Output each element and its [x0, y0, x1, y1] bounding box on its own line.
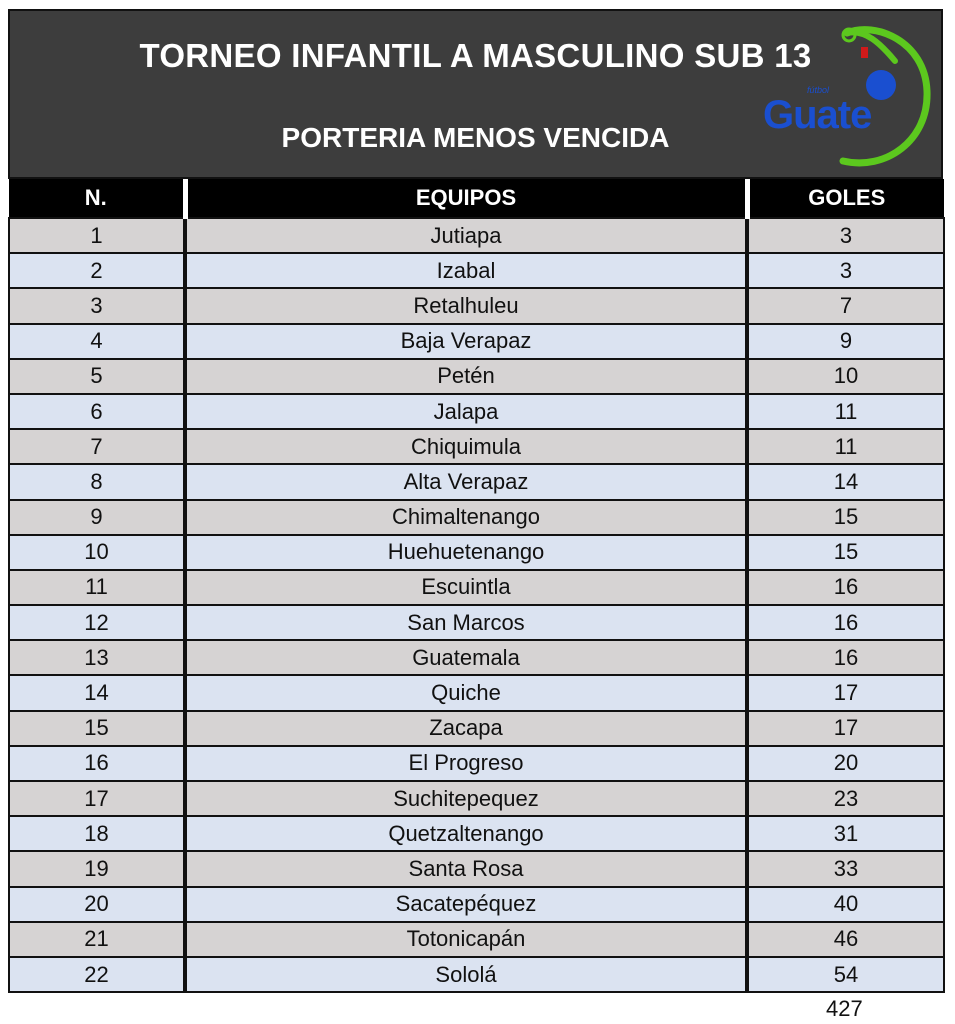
row-goals: 54	[747, 957, 944, 992]
row-goals: 46	[747, 922, 944, 957]
table-row	[9, 394, 944, 429]
row-number: 22	[9, 957, 185, 992]
table-row	[9, 253, 944, 288]
row-team: Sacatepéquez	[185, 887, 747, 922]
table-row	[9, 429, 944, 464]
row-goals: 3	[747, 218, 944, 253]
row-team: Izabal	[185, 253, 747, 288]
row-number: 10	[9, 535, 185, 570]
row-number: 2	[9, 253, 185, 288]
column-header-number: N.	[9, 179, 185, 218]
table-row	[9, 605, 944, 640]
row-goals: 16	[747, 640, 944, 675]
row-goals: 16	[747, 605, 944, 640]
row-goals: 40	[747, 887, 944, 922]
row-number: 13	[9, 640, 185, 675]
row-number: 18	[9, 816, 185, 851]
page-subtitle: PORTERIA MENOS VENCIDA	[281, 122, 670, 153]
row-number: 1	[9, 218, 185, 253]
row-number: 8	[9, 464, 185, 499]
table-row	[9, 218, 944, 253]
futbol-guate-logo	[755, 21, 945, 171]
row-team: Huehuetenango	[185, 535, 747, 570]
row-number: 19	[9, 851, 185, 886]
row-goals: 15	[747, 535, 944, 570]
row-team: Zacapa	[185, 711, 747, 746]
row-number: 14	[9, 675, 185, 710]
table-row	[9, 464, 944, 499]
table-row	[9, 922, 944, 957]
row-goals: 14	[747, 464, 944, 499]
logo-text: Guate	[763, 93, 872, 137]
table-row	[9, 887, 944, 922]
row-goals: 11	[747, 429, 944, 464]
table-row	[9, 288, 944, 323]
row-goals: 16	[747, 570, 944, 605]
row-team: Alta Verapaz	[185, 464, 747, 499]
row-team: Quiche	[185, 675, 747, 710]
row-team: Totonicapán	[185, 922, 747, 957]
row-goals: 17	[747, 711, 944, 746]
standings-sheet	[8, 9, 943, 993]
row-team: Guatemala	[185, 640, 747, 675]
row-team: Chiquimula	[185, 429, 747, 464]
row-number: 21	[9, 922, 185, 957]
row-number: 20	[9, 887, 185, 922]
table-header-banner	[8, 9, 943, 179]
table-row	[9, 500, 944, 535]
row-team: Santa Rosa	[185, 851, 747, 886]
row-team: Quetzaltenango	[185, 816, 747, 851]
row-goals: 3	[747, 253, 944, 288]
table-row	[9, 816, 944, 851]
table-row	[9, 535, 944, 570]
goals-total: 427	[826, 996, 863, 1021]
table-row	[9, 324, 944, 359]
row-number: 9	[9, 500, 185, 535]
row-goals: 11	[747, 394, 944, 429]
row-goals: 7	[747, 288, 944, 323]
row-team: Jutiapa	[185, 218, 747, 253]
row-team: Petén	[185, 359, 747, 394]
row-number: 17	[9, 781, 185, 816]
row-goals: 31	[747, 816, 944, 851]
row-team: Escuintla	[185, 570, 747, 605]
table-row	[9, 746, 944, 781]
row-number: 4	[9, 324, 185, 359]
row-team: San Marcos	[185, 605, 747, 640]
row-number: 3	[9, 288, 185, 323]
row-number: 6	[9, 394, 185, 429]
row-team: Sololá	[185, 957, 747, 992]
row-number: 11	[9, 570, 185, 605]
column-header-team: EQUIPOS	[185, 179, 747, 218]
row-team: El Progreso	[185, 746, 747, 781]
table-row	[9, 359, 944, 394]
page-title: TORNEO INFANTIL A MASCULINO SUB 13	[139, 37, 812, 74]
row-number: 12	[9, 605, 185, 640]
table-row	[9, 851, 944, 886]
row-goals: 10	[747, 359, 944, 394]
row-number: 16	[9, 746, 185, 781]
row-goals: 15	[747, 500, 944, 535]
logo-small-text: fútbol	[807, 85, 830, 95]
table-row	[9, 781, 944, 816]
row-goals: 20	[747, 746, 944, 781]
row-number: 7	[9, 429, 185, 464]
table-row	[9, 957, 944, 992]
table-row	[9, 675, 944, 710]
row-goals: 9	[747, 324, 944, 359]
row-number: 5	[9, 359, 185, 394]
table-row	[9, 570, 944, 605]
row-goals: 33	[747, 851, 944, 886]
row-number: 15	[9, 711, 185, 746]
column-header-goals: GOLES	[747, 179, 944, 218]
table-header-row	[9, 179, 944, 218]
row-team: Suchitepequez	[185, 781, 747, 816]
row-team: Retalhuleu	[185, 288, 747, 323]
row-goals: 17	[747, 675, 944, 710]
table-row	[9, 640, 944, 675]
row-team: Chimaltenango	[185, 500, 747, 535]
table-row	[9, 711, 944, 746]
row-team: Baja Verapaz	[185, 324, 747, 359]
row-team: Jalapa	[185, 394, 747, 429]
goals-table	[8, 179, 945, 993]
row-goals: 23	[747, 781, 944, 816]
